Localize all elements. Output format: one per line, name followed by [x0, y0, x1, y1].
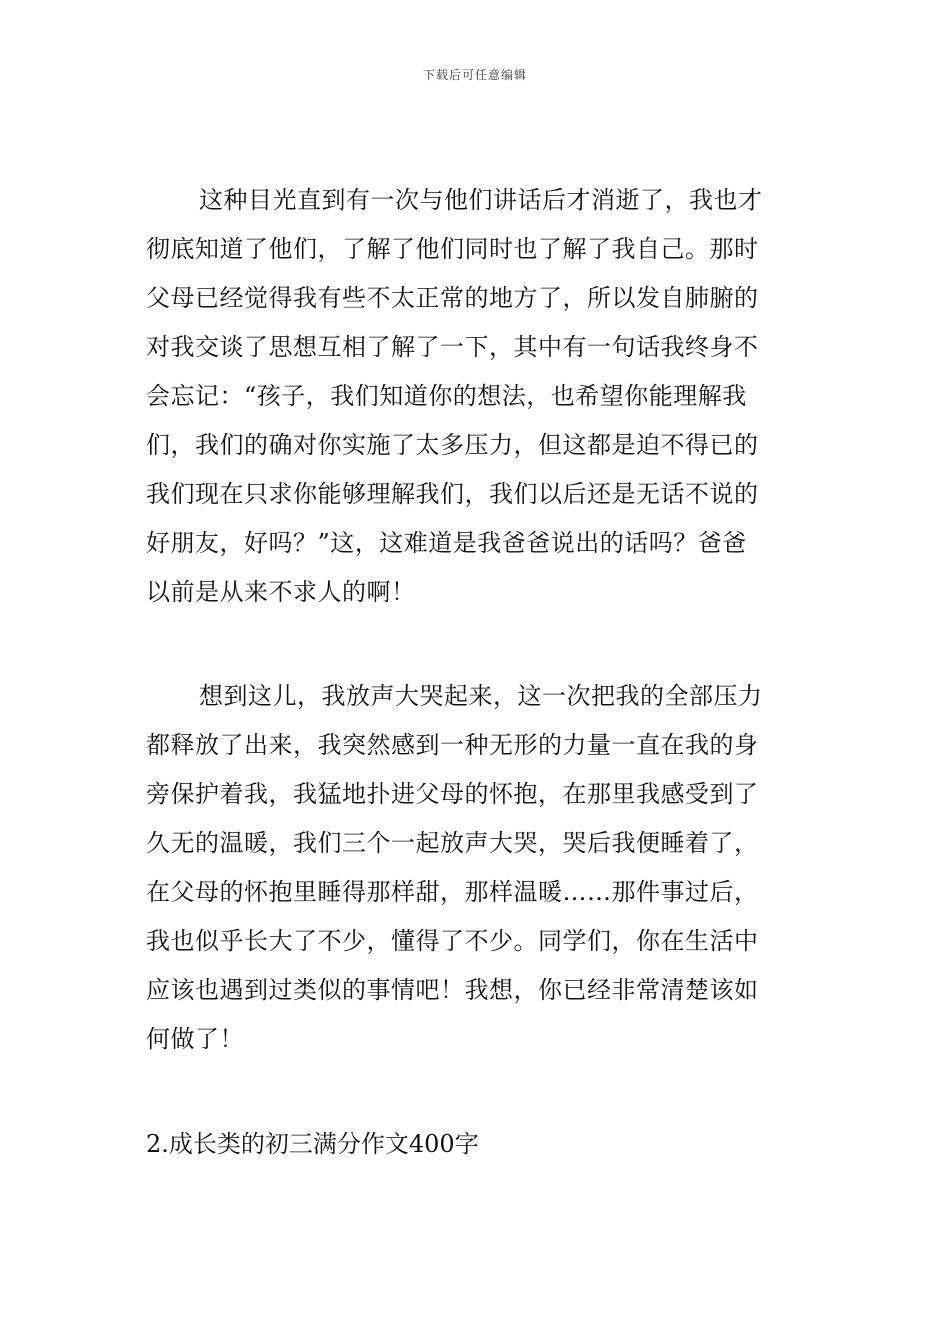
paragraph-2: [146, 672, 806, 1064]
paragraph-line: 彻底知道了他们，了解了他们同时也了解了我自己。那时: [146, 235, 759, 263]
paragraph-line: 都释放了出来，我突然感到一种无形的力量一直在我的身: [146, 731, 759, 759]
paragraph-line: 久无的温暖，我们三个一起放声大哭，哭后我便睡着了，: [146, 829, 759, 857]
paragraph-line: 好朋友，好吗？”这，这难道是我爸爸说出的话吗？爸爸: [146, 529, 747, 557]
paragraph-line: 我们现在只求你能够理解我们，我们以后还是无话不说的: [146, 480, 759, 508]
paragraph-line: 何做了！: [146, 1025, 244, 1053]
paragraph-line: 们，我们的确对你实施了太多压力，但这都是迫不得已的: [146, 431, 759, 459]
paragraph-line: 父母已经觉得我有些不太正常的地方了，所以发自肺腑的: [146, 284, 759, 312]
paragraph-1: [146, 176, 806, 617]
section-heading: 2.成长类的初三满分作文400字: [146, 1130, 479, 1158]
paragraph-line: 会忘记：“孩子，我们知道你的想法，也希望你能理解我: [146, 382, 747, 410]
paragraph-line: 以前是从来不求人的啊！: [146, 578, 416, 606]
paragraph-line: 应该也遇到过类似的事情吧！我想，你已经非常清楚该如: [146, 976, 759, 1004]
paragraph-line: 想到这儿，我放声大哭起来，这一次把我的全部压力: [199, 682, 763, 710]
paragraph-line: 这种目光直到有一次与他们讲话后才消逝了，我也才: [199, 186, 763, 214]
paragraph-line: 在父母的怀抱里睡得那样甜，那样温暖……那件事过后，: [146, 878, 759, 906]
paragraph-line: 对我交谈了思想互相了解了一下，其中有一句话我终身不: [146, 333, 759, 361]
header-note: 下载后可任意编辑: [422, 68, 527, 82]
paragraph-line: 我也似乎长大了不少，懂得了不少。同学们，你在生活中: [146, 927, 759, 955]
paragraph-line: 旁保护着我，我猛地扑进父母的怀抱，在那里我感受到了: [146, 780, 759, 808]
